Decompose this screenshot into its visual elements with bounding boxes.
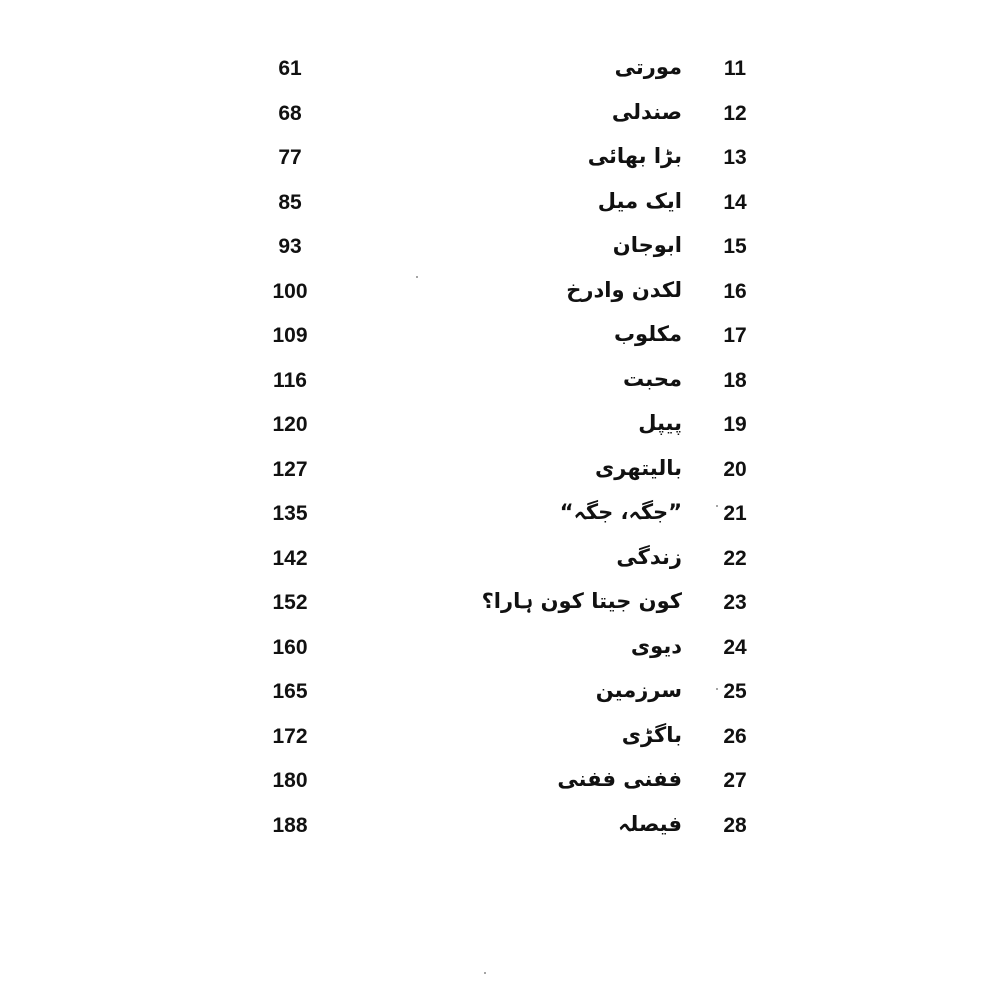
toc-row — [0, 715, 1000, 760]
toc-chapter-title: محبت — [623, 366, 682, 391]
toc-chapter-number: 16 — [723, 279, 747, 303]
table-of-contents — [0, 47, 1000, 848]
toc-row — [0, 492, 1000, 537]
toc-chapter-number: 27 — [723, 769, 747, 792]
toc-page-number: 85 — [278, 190, 302, 214]
toc-chapter-title: باگڑی — [621, 722, 682, 747]
toc-page-number: 152 — [272, 591, 308, 614]
toc-page-number: 135 — [272, 502, 308, 525]
toc-row — [0, 92, 1000, 137]
toc-chapter-number: 11 — [723, 57, 747, 80]
toc-chapter-number: 25 — [723, 680, 747, 703]
toc-chapter-number: 12 — [723, 101, 747, 125]
toc-row — [0, 403, 1000, 448]
toc-chapter-title: ”جگہ، جگہ“ — [559, 500, 682, 524]
scan-speck — [484, 972, 486, 974]
toc-page-number: 180 — [272, 769, 308, 792]
toc-chapter-number: 14 — [723, 190, 747, 214]
toc-chapter-number: 13 — [723, 146, 747, 169]
toc-chapter-title: مورتی — [614, 55, 682, 79]
toc-row — [0, 359, 1000, 404]
toc-page-number: 188 — [272, 813, 308, 837]
toc-page-number: 93 — [278, 235, 302, 258]
toc-chapter-number: 26 — [723, 724, 747, 748]
toc-row — [0, 537, 1000, 582]
toc-chapter-number: 19 — [723, 413, 747, 436]
toc-page-number: 61 — [278, 57, 302, 80]
toc-chapter-title: دیوی — [630, 633, 682, 658]
scan-speck — [716, 688, 718, 690]
toc-chapter-number: 15 — [723, 235, 747, 258]
toc-page-number: 116 — [273, 368, 307, 392]
toc-chapter-title: بڑا بھائی — [587, 144, 682, 168]
toc-chapter-number: 23 — [723, 591, 747, 614]
toc-chapter-number: 22 — [723, 546, 747, 570]
toc-page-number: 109 — [272, 324, 308, 347]
toc-chapter-number: 18 — [723, 368, 747, 392]
toc-chapter-title: پیپل — [638, 411, 682, 435]
toc-page-number: 165 — [272, 680, 308, 703]
toc-page-number: 142 — [272, 546, 308, 570]
toc-chapter-number: 28 — [723, 813, 747, 837]
toc-chapter-title: بالیتھری — [595, 455, 682, 480]
toc-row — [0, 47, 1000, 92]
toc-page-number: 77 — [278, 146, 302, 169]
toc-page-number: 100 — [272, 279, 308, 303]
toc-row — [0, 181, 1000, 226]
toc-chapter-title: سرزمین — [595, 678, 682, 702]
toc-row — [0, 270, 1000, 315]
toc-chapter-title: صندلی — [611, 99, 682, 124]
toc-page-number: 120 — [272, 413, 308, 436]
toc-chapter-title: مکلوب — [613, 322, 682, 346]
toc-chapter-title: کون جیتا کون ہارا؟ — [481, 589, 682, 613]
toc-row — [0, 670, 1000, 715]
toc-chapter-title: زندگی — [616, 544, 682, 569]
toc-row — [0, 136, 1000, 181]
toc-chapter-number: 24 — [723, 635, 747, 659]
toc-row — [0, 581, 1000, 626]
toc-page-number: 160 — [272, 635, 308, 659]
toc-row — [0, 448, 1000, 493]
toc-page-number: 127 — [272, 457, 308, 481]
toc-row — [0, 626, 1000, 671]
scan-speck — [416, 276, 418, 278]
scan-speck — [716, 505, 718, 507]
toc-page-number: 172 — [272, 724, 308, 748]
toc-chapter-title: لکدن وادرخ — [566, 277, 682, 302]
toc-row — [0, 314, 1000, 359]
toc-row — [0, 759, 1000, 804]
toc-chapter-number: 17 — [723, 324, 747, 347]
toc-chapter-title: ایک میل — [597, 188, 682, 213]
toc-chapter-title: ففنی ففنی — [557, 767, 682, 791]
toc-chapter-number: 21 — [723, 502, 747, 525]
toc-chapter-title: فیصلہ — [618, 811, 682, 836]
toc-page-number: 68 — [278, 101, 302, 125]
toc-row — [0, 804, 1000, 849]
toc-row — [0, 225, 1000, 270]
toc-chapter-number: 20 — [723, 457, 747, 481]
toc-chapter-title: ابوجان — [612, 233, 682, 257]
